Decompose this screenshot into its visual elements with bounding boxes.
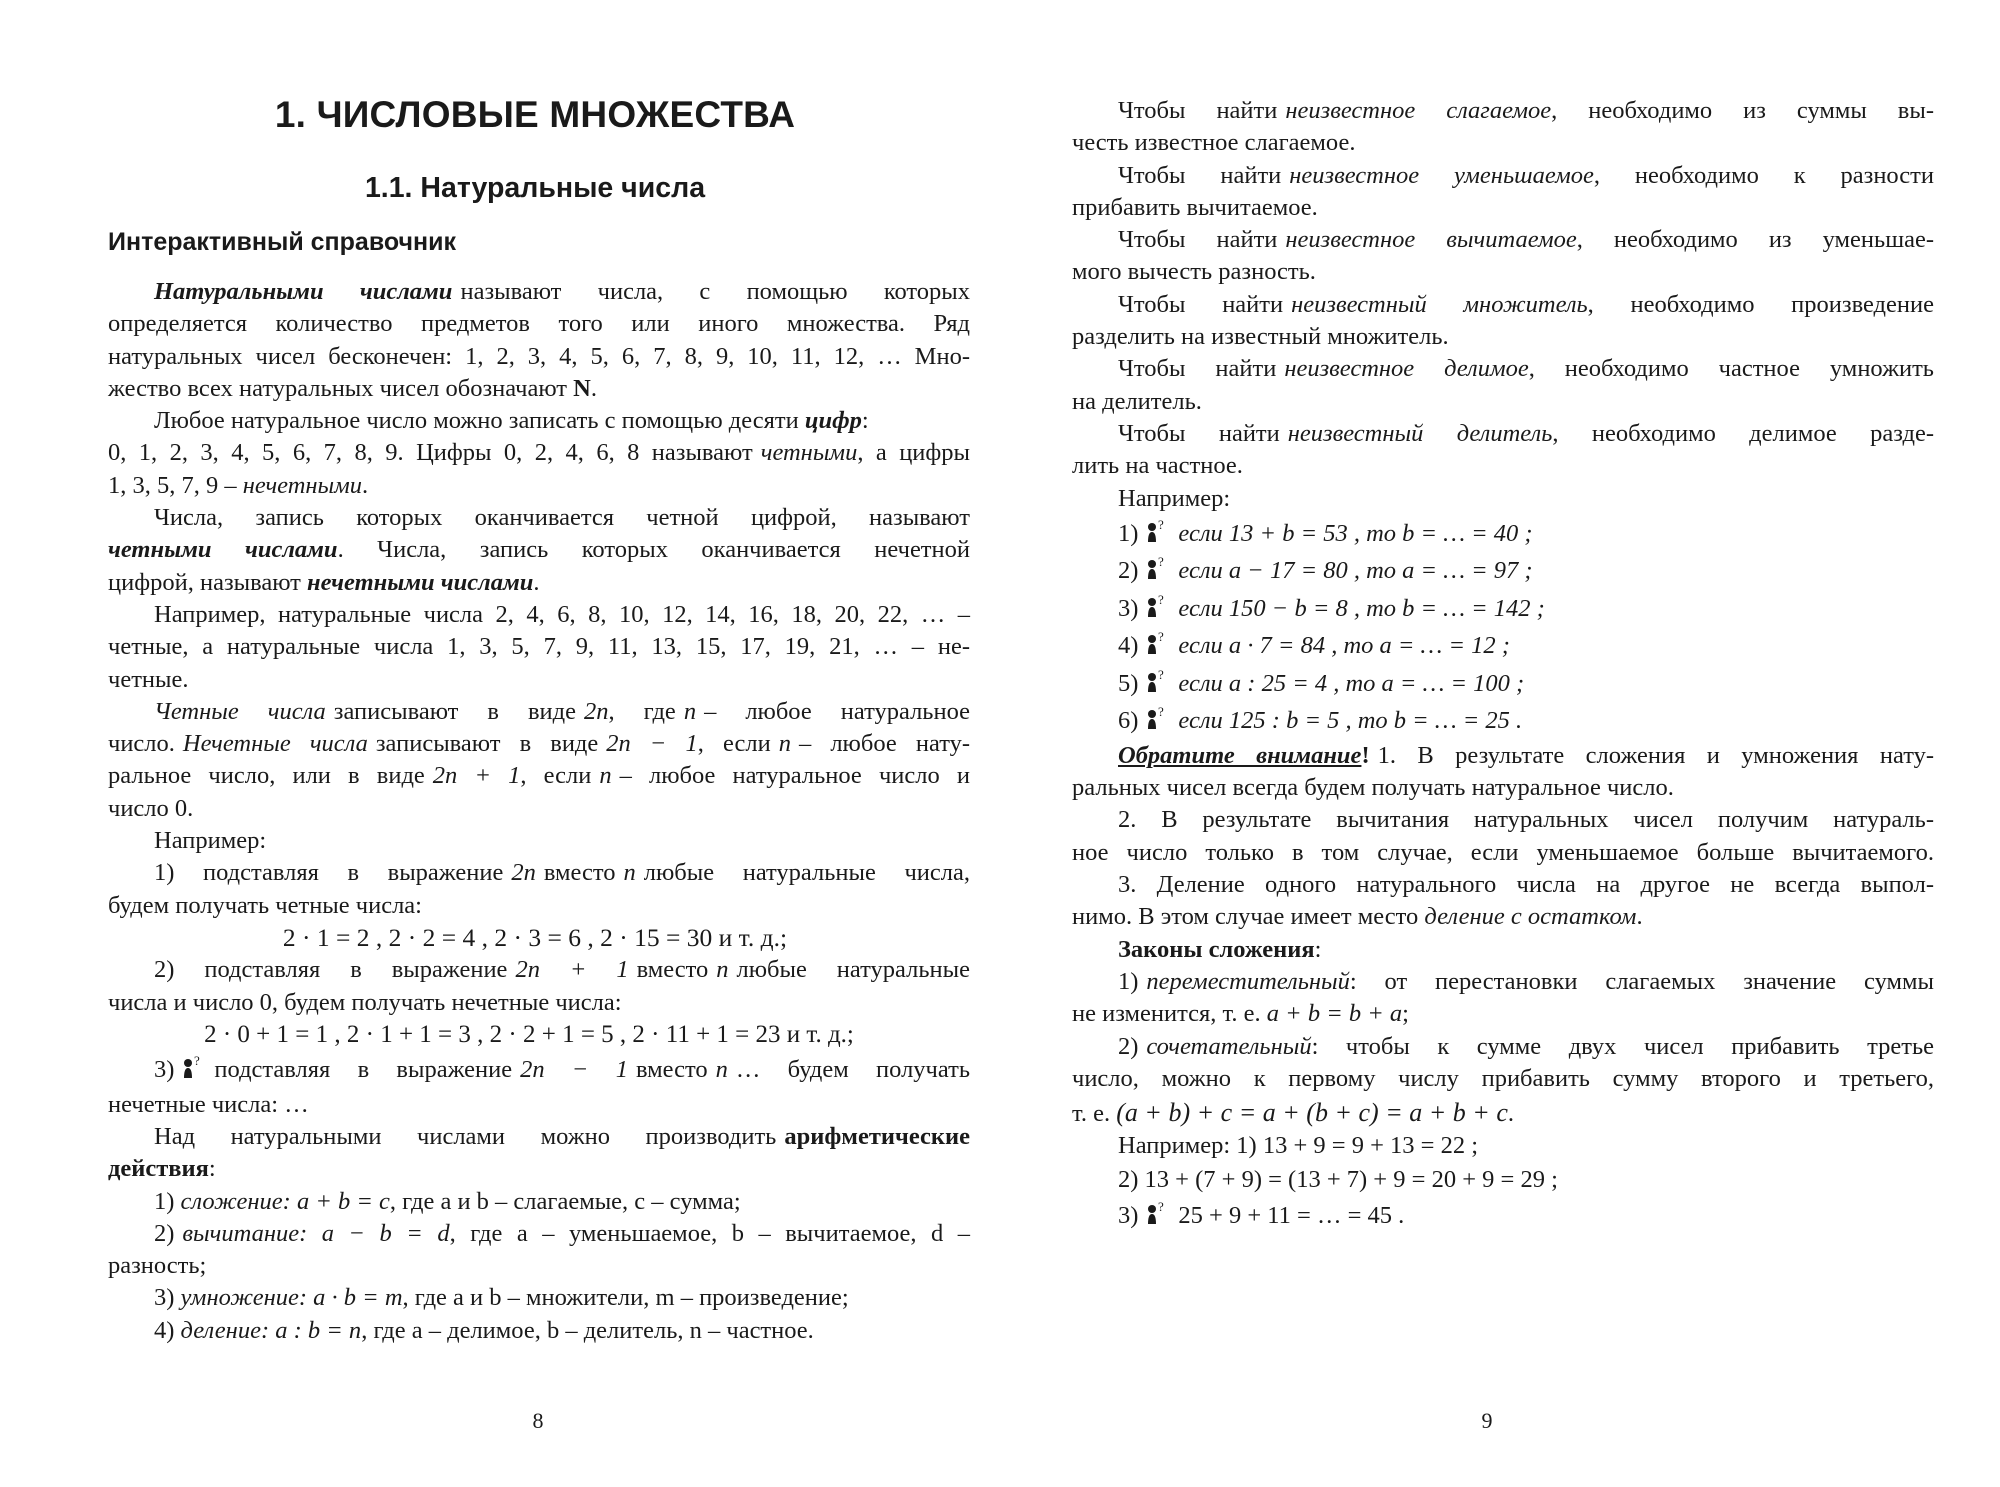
text-line: числа и число 0, будем получать нечетные числа: <box>108 988 622 1016</box>
text-line: нимо. В этом случае имеет место деление с остатком. <box>1072 903 1643 931</box>
text-line: на делитель. <box>1072 387 1202 415</box>
text-line: прибавить вычитаемое. <box>1072 193 1318 221</box>
text-line: Обратите внимание! 1. В результате сложения и умножения нату- <box>1118 741 1934 769</box>
subsection-title: Интерактивный справочник <box>108 228 457 256</box>
text-line: 3. Деление одного натурального числа на другое не всегда выпол- <box>1118 871 1934 899</box>
text-line: Чтобы найти неизвестное уменьшаемое, необходимо к разности <box>1118 161 1934 189</box>
text-line: Например: <box>1118 484 1231 512</box>
text-line: разделить на известный множитель. <box>1072 323 1449 351</box>
left-column <box>108 276 970 1347</box>
question-figure-icon <box>1144 519 1170 545</box>
text-line: четные, а натуральные числа 1, 3, 5, 7, 9, 11, 13, 15, 17, 19, 21, … – не- <box>108 633 970 661</box>
svg-text:?: ? <box>1158 1201 1165 1215</box>
example-item: 3) ? если 150 − b = 8 , то b = … = 142 ; <box>1118 593 1545 622</box>
example-item: 1) ? если 13 + b = 53 , то b = … = 40 ; <box>1118 518 1533 547</box>
example-item: 5) ? если a : 25 = 4 , то a = … = 100 ; <box>1118 668 1525 697</box>
operation-line: 1) сложение: a + b = c, где a и b – слагаемые, c – сумма; <box>154 1187 741 1215</box>
text-line: лить на частное. <box>1072 452 1243 480</box>
question-figure-icon <box>1144 594 1170 620</box>
text-line: мого вычесть разность. <box>1072 258 1316 286</box>
question-figure-icon <box>180 1055 206 1081</box>
example-item: 2) ? если a − 17 = 80 , то a = … = 97 ; <box>1118 556 1533 585</box>
text-line: Натуральными числами называют числа, с помощью которых <box>154 278 970 305</box>
svg-text:?: ? <box>1158 631 1165 645</box>
text-line: Чтобы найти неизвестное вычитаемое, необходимо из уменьшае- <box>1118 226 1934 254</box>
text-line: не изменится, т. е. a + b = b + a; <box>1072 1000 1409 1028</box>
question-figure-icon <box>1144 669 1170 695</box>
examples-list <box>1072 515 1934 740</box>
question-figure-icon <box>1144 631 1170 657</box>
question-figure-icon <box>1144 706 1170 732</box>
text-line: 2) сочетательный: чтобы к сумме двух чисел прибавить третье <box>1118 1032 1934 1060</box>
text-line: число 0. <box>108 794 194 822</box>
text-line: Например, натуральные числа 2, 4, 6, 8, 10, 12, 14, 16, 18, 20, 22, … – <box>154 600 970 628</box>
text-line: 2) 13 + (7 + 9) = (13 + 7) + 9 = 20 + 9 = 29 ; <box>1118 1166 1558 1194</box>
text-line: 1) подставляя в выражение 2n вместо n любые натуральные числа, <box>154 859 970 887</box>
note-label: Обратите внимание <box>1118 741 1362 769</box>
text-line: 1, 3, 5, 7, 9 – нечетными. <box>108 471 369 499</box>
text-line: ральных чисел всегда будем получать натуральное число. <box>1072 774 1674 802</box>
definition-term: Натуральными числами <box>154 278 453 305</box>
formula-line: 2 · 0 + 1 = 1 , 2 · 1 + 1 = 3 , 2 · 2 + 1 = 5 , 2 · 11 + 1 = 23 и т. д.; <box>204 1020 854 1048</box>
text-line: натуральных чисел бесконечен: 1, 2, 3, 4, 5, 6, 7, 8, 9, 10, 11, 12, … Мно- <box>108 342 970 370</box>
text-line: Например: 1) 13 + 9 = 9 + 13 = 22 ; <box>1118 1132 1479 1160</box>
text-line: Чтобы найти неизвестный делитель, необходимо делимое разде- <box>1118 419 1934 447</box>
text-line: честь известное слагаемое. <box>1072 129 1356 157</box>
text-line: четными числами. Числа, запись которых оканчивается нечетной <box>108 536 970 564</box>
operation-line: 4) деление: a : b = n, где a – делимое, b – делитель, n – частное. <box>154 1316 814 1344</box>
text-line: Любое натуральное число можно записать с помощью десяти цифр: <box>154 407 869 435</box>
text-line: Чтобы найти неизвестный множитель, необходимо произведение <box>1118 290 1934 318</box>
text-line: будем получать четные числа: <box>108 891 422 919</box>
text-line: Чтобы найти неизвестное делимое, необходимо частное умножить <box>1118 355 1934 383</box>
text-line: цифрой, называют нечетными числами. <box>108 568 540 596</box>
svg-text:?: ? <box>1158 518 1165 532</box>
text-line: разность; <box>108 1252 207 1280</box>
text-line: Четные числа записывают в виде 2n, где n – любое натуральное <box>154 697 970 725</box>
text-line: число, можно к первому числу прибавить сумму второго и третьего, <box>1072 1064 1934 1092</box>
question-figure-icon <box>1144 556 1170 582</box>
text-line: т. е. (a + b) + c = a + (b + c) = a + b + c. <box>1072 1098 1514 1128</box>
question-figure-icon <box>1144 1201 1170 1227</box>
text-line: ное число только в том случае, если уменьшаемое больше вычитаемого. <box>1072 838 1934 866</box>
page-number: 8 <box>532 1408 544 1433</box>
text-line: нечетные числа: … <box>108 1090 309 1118</box>
text-line: 0, 1, 2, 3, 4, 5, 6, 7, 8, 9. Цифры 0, 2, 4, 6, 8 называют четными, а цифры <box>108 439 971 467</box>
text-line: 3) ? 25 + 9 + 11 = … = 45 . <box>1118 1201 1405 1230</box>
operation-line: 2) вычитание: a − b = d, где a – уменьшаемое, b – вычитаемое, d – <box>154 1219 970 1247</box>
text-line: жество всех натуральных чисел обозначают N. <box>108 374 597 402</box>
svg-text:?: ? <box>1158 593 1165 607</box>
text-line: Например: <box>154 827 267 855</box>
example-item: 6) ? если 125 : b = 5 , то b = … = 25 . <box>1118 706 1523 735</box>
chapter-title: 1. ЧИСЛОВЫЕ МНОЖЕСТВА <box>274 94 796 135</box>
svg-text:?: ? <box>1158 556 1165 570</box>
set-symbol: N <box>573 374 591 402</box>
right-column <box>1072 95 1934 1235</box>
text-line: действия: <box>108 1155 216 1183</box>
section-title: 1.1. Натуральные числа <box>364 172 706 204</box>
left-page <box>108 0 978 1487</box>
svg-text:?: ? <box>1158 706 1165 720</box>
formula-line: 2 · 1 = 2 , 2 · 2 = 4 , 2 · 3 = 6 , 2 · 15 = 30 и т. д.; <box>282 922 788 952</box>
text-line: Числа, запись которых оканчивается четной цифрой, называют <box>154 504 970 532</box>
text-line: определяется количество предметов того или иного множества. Ряд <box>108 310 970 338</box>
operation-line: 3) умножение: a · b = m, где a и b – множители, m – произведение; <box>154 1284 849 1312</box>
text-line: Чтобы найти неизвестное слагаемое, необходимо из суммы вы- <box>1118 97 1934 124</box>
right-page <box>1072 0 1942 1487</box>
text-line: четные. <box>108 665 189 693</box>
text-line: 2. В результате вычитания натуральных чисел получим натураль- <box>1118 806 1934 834</box>
svg-text:?: ? <box>1158 668 1165 682</box>
example-item: 4) ? если a · 7 = 84 , то a = … = 12 ; <box>1118 631 1510 660</box>
text-line: 1) переместительный: от перестановки слагаемых значение суммы <box>1118 967 1934 995</box>
page-number: 9 <box>1481 1408 1493 1433</box>
text-line: 3) ? подставляя в выражение 2n − 1 вместо n … будем получать <box>154 1055 970 1084</box>
laws-heading: Законы сложения: <box>1118 935 1322 963</box>
text-line: число. Нечетные числа записывают в виде 2n − 1, если n – любое нату- <box>108 730 970 758</box>
text-line: ральное число, или в виде 2n + 1, если n – любое натуральное число и <box>108 762 970 790</box>
text-line: 2) подставляя в выражение 2n + 1 вместо n любые натуральные <box>154 956 970 984</box>
svg-text:?: ? <box>194 1055 201 1069</box>
text-line: Над натуральными числами можно производить арифметические <box>154 1122 970 1150</box>
